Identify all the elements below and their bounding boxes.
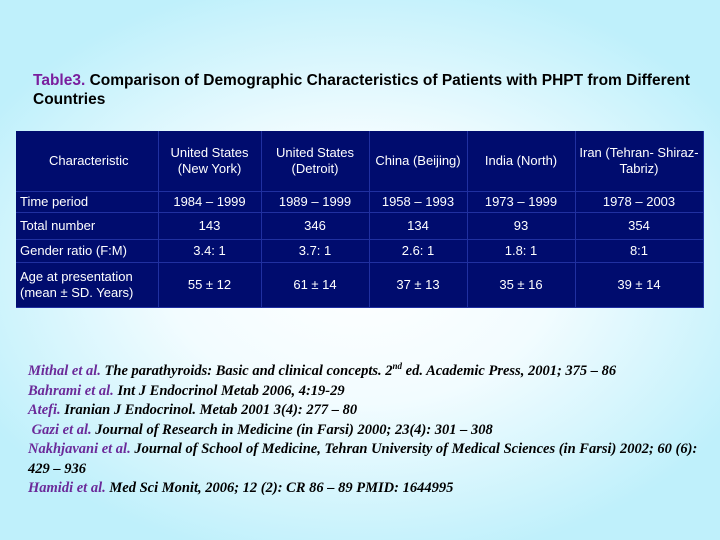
reference-author: Hamidi et al. — [28, 480, 106, 496]
reference-author: Gazi et al. — [28, 421, 92, 438]
table-cell: 37 ± 13 — [369, 263, 467, 308]
reference-text: Iranian J Endocrinol. Metab 2001 3(4): 277 – 80 — [60, 402, 358, 418]
table-row — [16, 213, 703, 240]
table-cell: 1978 – 2003 — [575, 192, 703, 213]
table-cell: 61 ± 14 — [261, 263, 369, 308]
reference-author: Mithal et al. — [28, 363, 101, 379]
table-cell: 93 — [467, 213, 575, 240]
row-label: Total number — [16, 213, 158, 240]
table-cell: 1984 – 1999 — [158, 192, 261, 213]
reference-item — [28, 421, 708, 441]
reference-text: ed. Academic Press, 2001; 375 – 86 — [402, 363, 617, 379]
header-iran: Iran (Tehran- Shiraz- Tabriz) — [575, 131, 703, 192]
header-beijing: China (Beijing) — [369, 131, 467, 192]
table-cell: 1973 – 1999 — [467, 192, 575, 213]
demographics-table — [16, 131, 704, 308]
reference-item — [28, 479, 708, 499]
table-cell: 143 — [158, 213, 261, 240]
table-cell: 39 ± 14 — [575, 263, 703, 308]
reference-text: Int J Endocrinol Metab 2006, 4:19-29 — [113, 382, 345, 399]
table-cell: 1.8: 1 — [467, 240, 575, 263]
table-cell: 55 ± 12 — [158, 263, 261, 308]
row-label: Time period — [16, 192, 158, 213]
reference-text: The parathyroids: Basic and clinical concepts. 2 — [100, 363, 393, 379]
table-cell: 2.6: 1 — [369, 240, 467, 263]
table-cell: 8:1 — [575, 240, 703, 263]
reference-superscript: nd — [392, 361, 403, 372]
table-title — [33, 71, 713, 109]
table-cell: 3.4: 1 — [158, 240, 261, 263]
references — [28, 362, 708, 499]
table-title-text: Comparison of Demographic Characteristics of Patients with PHPT from Different Countries — [33, 72, 690, 108]
reference-text: Med Sci Monit, 2006; 12 (2): CR 86 – 89 PMID: 1644995 — [105, 480, 454, 496]
table-cell: 1989 – 1999 — [261, 192, 369, 213]
reference-item — [28, 382, 708, 402]
table-row — [16, 263, 703, 308]
table-number: Table3. — [33, 72, 86, 89]
header-new-york: United States (New York) — [158, 131, 261, 192]
table-header-row — [16, 131, 703, 192]
header-detroit: United States (Detroit) — [261, 131, 369, 192]
table-cell: 346 — [261, 213, 369, 240]
reference-item — [28, 362, 708, 382]
reference-item — [28, 401, 708, 421]
reference-author: Atefi. — [28, 402, 61, 418]
table-row — [16, 240, 703, 263]
reference-text: Journal of Research in Medicine (in Farsi) 2000; 23(4): 301 – 308 — [91, 421, 493, 438]
reference-author: Bahrami et al. — [28, 382, 114, 399]
header-india: India (North) — [467, 131, 575, 192]
table-cell: 3.7: 1 — [261, 240, 369, 263]
table-cell: 35 ± 16 — [467, 263, 575, 308]
reference-item — [28, 440, 708, 479]
header-characteristic: Characteristic — [16, 131, 158, 192]
table-cell: 134 — [369, 213, 467, 240]
row-label: Gender ratio (F:M) — [16, 240, 158, 263]
row-label: Age at presentation (mean ± SD. Years) — [16, 263, 158, 308]
table-row — [16, 192, 703, 213]
table-cell: 354 — [575, 213, 703, 240]
reference-author: Nakhjavani et al. — [28, 441, 131, 457]
table-cell: 1958 – 1993 — [369, 192, 467, 213]
reference-text: Journal of School of Medicine, Tehran University of Medical Sciences (in Farsi) 2002; 60 (6): 429 – 936 — [28, 441, 698, 477]
